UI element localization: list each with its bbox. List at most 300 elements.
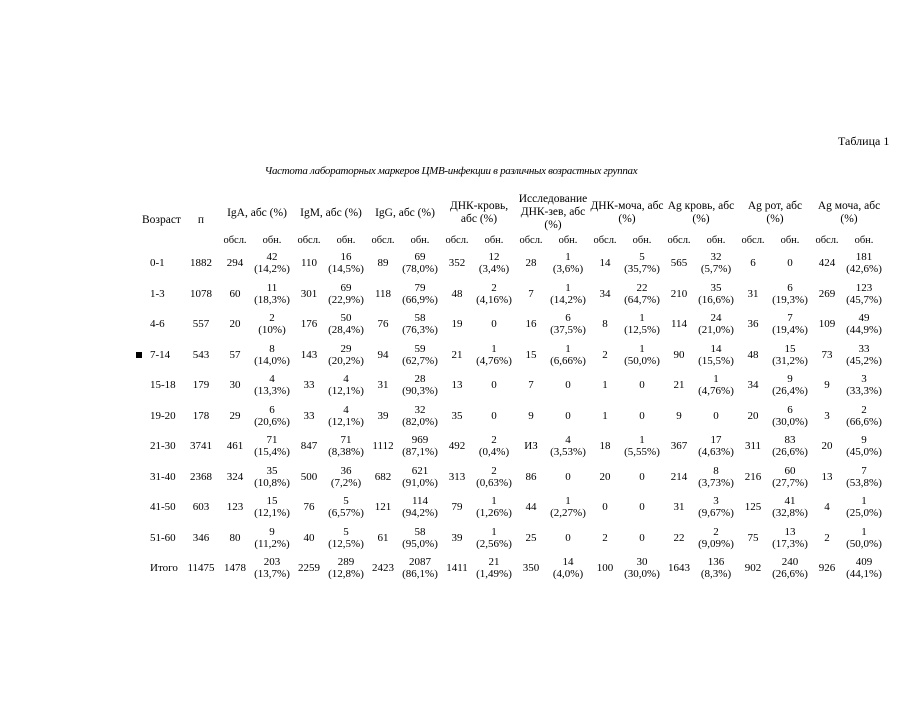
examined-cell: 311 <box>744 440 762 453</box>
n-cell: 1882 <box>190 257 212 270</box>
found-cell <box>250 370 294 401</box>
found-percent: (4,63%) <box>698 446 734 459</box>
examined-cell: 13 <box>821 470 833 483</box>
examined-cell: 31 <box>673 501 685 514</box>
examined-cell: 86 <box>525 470 537 483</box>
found-percent: (95,0%) <box>402 537 438 550</box>
found-cell <box>324 431 368 462</box>
found-value: 0 <box>639 379 645 392</box>
table-row <box>136 401 886 432</box>
found-cell <box>250 279 294 310</box>
subheader-examined: обсл. <box>445 235 469 246</box>
examined-cell: 926 <box>818 562 836 575</box>
age-cell <box>136 462 182 493</box>
found-value: 2 <box>713 525 719 538</box>
age-label: 19-20 <box>150 409 176 422</box>
examined-cell: 1411 <box>446 562 468 575</box>
found-value: 6 <box>787 403 793 416</box>
examined-cell: 2 <box>602 348 608 361</box>
found-value: 5 <box>639 251 645 264</box>
examined-cell: 214 <box>670 470 688 483</box>
found-cell <box>768 553 812 584</box>
examined-cell: 121 <box>374 501 392 514</box>
subheader-examined: обсл. <box>519 235 543 246</box>
examined-cell: 110 <box>300 257 318 270</box>
subheader-examined: обсл. <box>223 235 247 246</box>
age-cell <box>136 370 182 401</box>
found-cell <box>398 309 442 340</box>
found-value: 1 <box>491 525 497 538</box>
found-percent: (37,5%) <box>550 324 586 337</box>
marker-frequency-table <box>136 192 886 584</box>
n-cell: 1078 <box>190 287 212 300</box>
found-value: 0 <box>491 409 497 422</box>
found-value: 14 <box>710 342 722 355</box>
subheader-examined: обсл. <box>297 235 321 246</box>
found-cell <box>694 248 738 279</box>
found-value: 15 <box>266 495 278 508</box>
examined-cell: 143 <box>300 348 318 361</box>
found-cell <box>620 279 664 310</box>
found-value: 15 <box>784 342 796 355</box>
found-cell <box>842 523 886 554</box>
age-label: 15-18 <box>150 379 176 392</box>
found-value: 28 <box>414 373 426 386</box>
found-percent: (12,5%) <box>328 537 364 550</box>
found-value: 7 <box>787 312 793 325</box>
found-percent: (64,7%) <box>624 293 660 306</box>
found-cell <box>694 553 738 584</box>
found-value: 0 <box>639 470 645 483</box>
header-igg: IgG, абс (%) <box>375 206 435 219</box>
examined-cell: 89 <box>377 257 389 270</box>
found-cell <box>250 309 294 340</box>
found-cell <box>324 309 368 340</box>
found-percent: (4,76%) <box>698 385 734 398</box>
found-percent: (9,09%) <box>698 537 734 550</box>
examined-cell: 109 <box>818 318 836 331</box>
n-cell: 603 <box>192 501 210 514</box>
found-percent: (4,76%) <box>476 354 512 367</box>
found-percent: (26,4%) <box>772 385 808 398</box>
found-cell <box>472 309 516 340</box>
examined-cell: 1 <box>602 379 608 392</box>
found-percent: (87,1%) <box>402 446 438 459</box>
examined-cell: 3 <box>824 409 830 422</box>
found-percent: (62,7%) <box>402 354 438 367</box>
examined-cell: 0 <box>602 501 608 514</box>
found-cell <box>472 279 516 310</box>
examined-cell: 2 <box>824 531 830 544</box>
table-row <box>136 462 886 493</box>
examined-cell: 682 <box>374 470 392 483</box>
found-cell <box>768 279 812 310</box>
found-value: 14 <box>562 556 574 569</box>
found-value: 1 <box>861 525 867 538</box>
subheader-found: обн. <box>484 235 504 246</box>
found-value: 136 <box>707 556 725 569</box>
found-cell <box>472 523 516 554</box>
subheader-found: обн. <box>558 235 578 246</box>
n-cell: 179 <box>192 379 210 392</box>
found-value: 240 <box>781 556 799 569</box>
table-number-label: Таблица 1 <box>838 134 890 148</box>
found-value: 1 <box>491 342 497 355</box>
age-label: Итого <box>150 562 178 575</box>
examined-cell: 15 <box>525 348 537 361</box>
found-value: 4 <box>343 373 349 386</box>
found-percent: (50,0%) <box>846 537 882 550</box>
n-cell: 557 <box>192 318 210 331</box>
found-cell <box>768 462 812 493</box>
found-cell <box>324 340 368 371</box>
examined-cell: 176 <box>300 318 318 331</box>
found-percent: (53,8%) <box>846 476 882 489</box>
header-igm: IgM, абс (%) <box>300 206 362 219</box>
examined-cell: 350 <box>522 562 540 575</box>
found-value: 1 <box>713 373 719 386</box>
found-cell <box>324 248 368 279</box>
examined-cell: 40 <box>303 531 315 544</box>
found-value: 0 <box>639 501 645 514</box>
found-cell <box>546 309 590 340</box>
examined-cell: 367 <box>670 440 688 453</box>
examined-cell: 30 <box>229 379 241 392</box>
examined-cell: 9 <box>528 409 534 422</box>
examined-cell: 79 <box>451 501 463 514</box>
subheader-found: обн. <box>854 235 874 246</box>
age-cell <box>136 248 182 279</box>
found-percent: (12,5%) <box>624 324 660 337</box>
found-percent: (3,53%) <box>550 446 586 459</box>
found-value: 2 <box>269 312 275 325</box>
found-percent: (12,8%) <box>328 568 364 581</box>
examined-cell: 2423 <box>372 562 394 575</box>
subheader-found: обн. <box>336 235 356 246</box>
found-cell <box>620 340 664 371</box>
header-ag-blood: Ag кровь, абс (%) <box>667 200 735 225</box>
found-value: 6 <box>787 281 793 294</box>
examined-cell: 20 <box>599 470 611 483</box>
found-value: 22 <box>636 281 648 294</box>
found-cell <box>250 462 294 493</box>
found-cell <box>472 248 516 279</box>
found-percent: (5,55%) <box>624 446 660 459</box>
found-cell <box>694 340 738 371</box>
found-value: 8 <box>269 342 275 355</box>
found-cell <box>694 431 738 462</box>
found-value: 1 <box>565 342 571 355</box>
examined-cell: 33 <box>303 409 315 422</box>
table-row <box>136 248 886 279</box>
found-percent: (30,0%) <box>624 568 660 581</box>
n-cell: 11475 <box>187 562 215 575</box>
examined-cell: 39 <box>451 531 463 544</box>
found-cell <box>768 401 812 432</box>
examined-cell: 20 <box>747 409 759 422</box>
age-cell <box>136 309 182 340</box>
found-percent: (25,0%) <box>846 507 882 520</box>
found-value: 35 <box>710 281 722 294</box>
age-cell <box>136 340 182 371</box>
found-cell <box>842 401 886 432</box>
n-cell: 543 <box>192 348 210 361</box>
subheader-examined: обсл. <box>371 235 395 246</box>
found-percent: (0,63%) <box>476 476 512 489</box>
examined-cell: 76 <box>377 318 389 331</box>
age-label: 51-60 <box>150 531 176 544</box>
found-value: 30 <box>636 556 648 569</box>
found-cell <box>842 431 886 462</box>
found-percent: (3,4%) <box>478 263 510 276</box>
found-value: 9 <box>861 434 867 447</box>
examined-cell: 31 <box>747 287 759 300</box>
found-value: 36 <box>340 464 352 477</box>
found-percent: (1,26%) <box>476 507 512 520</box>
age-cell <box>136 492 182 523</box>
subheader-examined: обсл. <box>815 235 839 246</box>
found-cell <box>620 553 664 584</box>
found-cell <box>250 553 294 584</box>
found-value: 9 <box>787 373 793 386</box>
found-value: 1 <box>861 495 867 508</box>
examined-cell: 61 <box>377 531 389 544</box>
examined-cell: 44 <box>525 501 537 514</box>
header-dna-throat: Исследование ДНК-зев, абс (%) <box>518 193 588 231</box>
examined-cell: 324 <box>226 470 244 483</box>
found-percent: (17,3%) <box>772 537 808 550</box>
found-cell <box>546 401 590 432</box>
found-cell <box>250 340 294 371</box>
found-cell <box>472 431 516 462</box>
examined-cell: 100 <box>596 562 614 575</box>
examined-cell: 25 <box>525 531 537 544</box>
found-value: 8 <box>713 464 719 477</box>
found-value: 3 <box>713 495 719 508</box>
found-cell <box>620 309 664 340</box>
found-cell <box>324 370 368 401</box>
found-value: 114 <box>411 495 429 508</box>
found-percent: (31,2%) <box>772 354 808 367</box>
found-value: 0 <box>639 531 645 544</box>
found-value: 2087 <box>409 556 431 569</box>
found-cell <box>398 401 442 432</box>
found-value: 6 <box>565 312 571 325</box>
found-value: 11 <box>266 281 278 294</box>
examined-cell: 2 <box>602 531 608 544</box>
found-percent: (28,4%) <box>328 324 364 337</box>
found-cell <box>324 279 368 310</box>
found-value: 1 <box>639 434 645 447</box>
examined-cell: 75 <box>747 531 759 544</box>
found-percent: (14,5%) <box>328 263 364 276</box>
found-cell <box>620 523 664 554</box>
examined-cell: 36 <box>747 318 759 331</box>
found-cell <box>398 462 442 493</box>
age-label: 21-30 <box>150 440 176 453</box>
found-value: 35 <box>266 464 278 477</box>
found-percent: (20,2%) <box>328 354 364 367</box>
subheader-found: обн. <box>780 235 800 246</box>
found-cell <box>472 340 516 371</box>
examined-cell: 13 <box>451 379 463 392</box>
found-value: 3 <box>861 373 867 386</box>
n-cell: 178 <box>192 409 210 422</box>
examined-cell: 7 <box>528 379 534 392</box>
found-cell <box>398 431 442 462</box>
found-percent: (18,3%) <box>254 293 290 306</box>
header-dna-urine: ДНК-моча, абс (%) <box>590 200 664 225</box>
found-percent: (16,6%) <box>698 293 734 306</box>
examined-cell: 21 <box>451 348 463 361</box>
found-cell <box>546 370 590 401</box>
found-percent: (78,0%) <box>402 263 438 276</box>
found-value: 21 <box>488 556 500 569</box>
examined-cell: 114 <box>670 318 688 331</box>
found-value: 42 <box>266 251 278 264</box>
age-label: 0-1 <box>150 257 165 270</box>
age-label: 7-14 <box>150 348 171 361</box>
header-ag-mouth: Ag рот, абс (%) <box>747 200 803 225</box>
examined-cell: 48 <box>747 348 759 361</box>
found-value: 13 <box>784 525 796 538</box>
found-cell <box>398 340 442 371</box>
found-percent: (6,66%) <box>550 354 586 367</box>
found-percent: (2,27%) <box>550 507 586 520</box>
found-percent: (14,0%) <box>254 354 290 367</box>
found-value: 12 <box>488 251 500 264</box>
found-value: 289 <box>337 556 355 569</box>
found-value: 58 <box>414 525 426 538</box>
examined-cell: 216 <box>744 470 762 483</box>
examined-cell: 301 <box>300 287 318 300</box>
found-cell <box>842 553 886 584</box>
found-percent: (91,0%) <box>402 476 438 489</box>
subheader-found: обн. <box>410 235 430 246</box>
found-value: 0 <box>565 379 571 392</box>
found-cell <box>472 462 516 493</box>
found-cell <box>620 401 664 432</box>
found-value: 83 <box>784 434 796 447</box>
found-cell <box>398 553 442 584</box>
found-value: 4 <box>343 403 349 416</box>
examined-cell: 29 <box>229 409 241 422</box>
subheader-found: обн. <box>706 235 726 246</box>
header-ag-urine: Ag моча, абс (%) <box>817 200 881 225</box>
found-percent: (66,6%) <box>846 415 882 428</box>
examined-cell: 19 <box>451 318 463 331</box>
found-cell <box>620 248 664 279</box>
n-cell: 346 <box>192 531 210 544</box>
found-value: 2 <box>491 281 497 294</box>
found-percent: (4,0%) <box>552 568 584 581</box>
found-percent: (33,3%) <box>846 385 882 398</box>
found-cell <box>250 523 294 554</box>
found-value: 7 <box>861 464 867 477</box>
table-row <box>136 340 886 371</box>
found-percent: (1,49%) <box>476 568 512 581</box>
examined-cell: 9 <box>824 379 830 392</box>
found-value: 9 <box>269 525 275 538</box>
found-value: 6 <box>269 403 275 416</box>
examined-cell: 118 <box>374 287 392 300</box>
examined-cell: 21 <box>673 379 685 392</box>
found-cell <box>694 370 738 401</box>
found-cell <box>842 309 886 340</box>
examined-cell: 7 <box>528 287 534 300</box>
found-value: 203 <box>263 556 281 569</box>
found-percent: (4,16%) <box>476 293 512 306</box>
found-cell <box>620 462 664 493</box>
found-value: 2 <box>491 434 497 447</box>
found-value: 50 <box>340 312 352 325</box>
found-value: 60 <box>784 464 796 477</box>
found-percent: (11,2%) <box>254 537 290 550</box>
found-value: 24 <box>710 312 722 325</box>
found-percent: (86,1%) <box>402 568 438 581</box>
found-value: 5 <box>343 525 349 538</box>
found-cell <box>546 279 590 310</box>
examined-cell: 9 <box>676 409 682 422</box>
found-percent: (45,0%) <box>846 446 882 459</box>
found-cell <box>472 553 516 584</box>
found-cell <box>472 492 516 523</box>
found-value: 32 <box>414 403 426 416</box>
examined-cell: 123 <box>226 501 244 514</box>
found-value: 0 <box>565 531 571 544</box>
found-cell <box>324 523 368 554</box>
found-cell <box>546 553 590 584</box>
age-cell <box>136 431 182 462</box>
examined-cell: 20 <box>821 440 833 453</box>
found-percent: (10%) <box>258 324 286 337</box>
found-cell <box>842 370 886 401</box>
found-cell <box>546 523 590 554</box>
examined-cell: 34 <box>599 287 611 300</box>
examined-cell: 500 <box>300 470 318 483</box>
found-percent: (26,6%) <box>772 446 808 459</box>
found-percent: (8,38%) <box>328 446 364 459</box>
examined-cell: 1 <box>602 409 608 422</box>
examined-cell: 22 <box>673 531 685 544</box>
found-cell <box>842 462 886 493</box>
found-cell <box>250 248 294 279</box>
found-percent: (44,9%) <box>846 324 882 337</box>
found-percent: (94,2%) <box>402 507 438 520</box>
found-value: 71 <box>340 434 352 447</box>
found-percent: (30,0%) <box>772 415 808 428</box>
found-cell <box>250 431 294 462</box>
found-percent: (20,6%) <box>254 415 290 428</box>
found-value: 32 <box>710 251 722 264</box>
found-percent: (14,2%) <box>254 263 290 276</box>
found-percent: (10,8%) <box>254 476 290 489</box>
examined-cell: 1112 <box>372 440 394 453</box>
age-label: 41-50 <box>150 501 176 514</box>
found-value: 1 <box>565 495 571 508</box>
examined-cell: ИЗ <box>524 440 538 453</box>
found-value: 2 <box>491 464 497 477</box>
found-percent: (3,6%) <box>552 263 584 276</box>
found-value: 0 <box>565 409 571 422</box>
found-cell <box>546 340 590 371</box>
found-value: 1 <box>639 312 645 325</box>
age-label: 4-6 <box>150 318 165 331</box>
found-percent: (15,4%) <box>254 446 290 459</box>
examined-cell: 1643 <box>668 562 690 575</box>
found-percent: (19,4%) <box>772 324 808 337</box>
examined-cell: 57 <box>229 348 241 361</box>
